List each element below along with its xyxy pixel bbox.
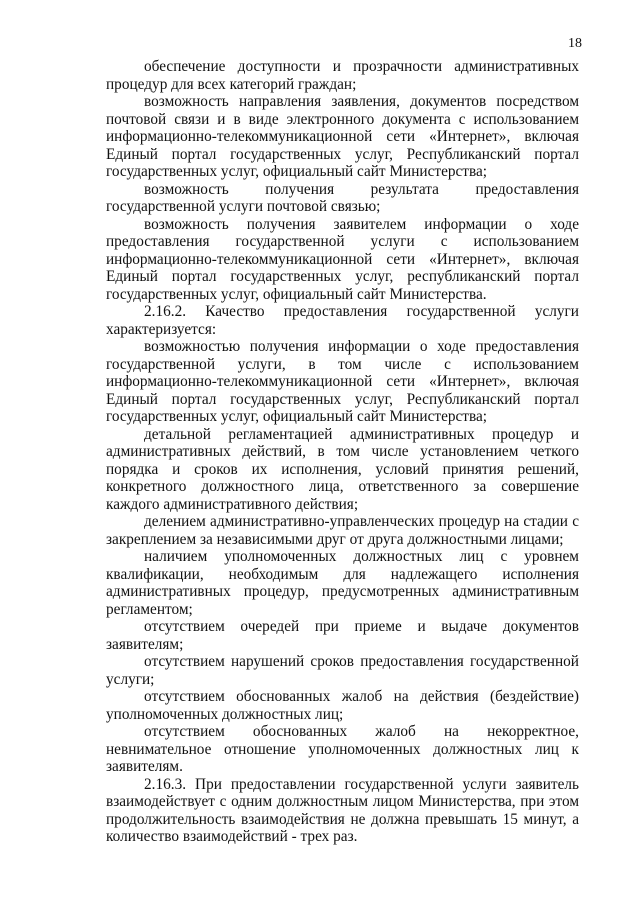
paragraph-no-deadline-violations: отсутствием нарушений сроков предоставления государственной услуги; <box>106 653 579 688</box>
paragraph-section-2-16-2: 2.16.2. Качество предоставления государственной услуги характеризуется: <box>106 303 579 338</box>
page-number: 18 <box>568 36 582 51</box>
paragraph-accessibility: обеспечение доступности и прозрачности административных процедур для всех категорий граждан; <box>106 58 579 93</box>
document-body <box>106 58 579 846</box>
paragraph-no-queues: отсутствием очередей при приеме и выдаче документов заявителям; <box>106 618 579 653</box>
paragraph-result-by-mail: возможность получения результата предоставления государственной услуги почтовой связью; <box>106 180 579 215</box>
paragraph-information-availability: возможностью получения информации о ходе предоставления государственной услуги, в том числе с использованием информационно-телекоммуникационной сети «Интернет», включая Единый портал государственных услуг, Республиканский портал государственных услуг, официальный сайт Министерства; <box>106 338 579 425</box>
paragraph-section-2-16-3: 2.16.3. При предоставлении государственной услуги заявитель взаимодействует с одним должностным лицом Министерства, при этом продолжительность взаимодействия не должна превышать 15 минут, а количество взаимодействий - трех раз. <box>106 775 579 845</box>
paragraph-no-complaints-actions: отсутствием обоснованных жалоб на действия (бездействие) уполномоченных должностных лиц; <box>106 688 579 723</box>
paragraph-application-submission: возможность направления заявления, документов посредством почтовой связи и в виде электронного документа с использованием информационно-телекоммуникационной сети «Интернет», включая Единый портал государственных услуг, Республиканский портал государственных услуг, официальный сайт Министерства; <box>106 93 579 180</box>
paragraph-detailed-regulation: детальной регламентацией административных процедур и административных действий, в том числе установлением четкого порядка и сроков их исполнения, условий принятия решений, конкретного должностного лица, ответственного за совершение каждого административного действия; <box>106 425 579 513</box>
paragraph-division-of-procedures: делением административно-управленческих процедур на стадии с закреплением за независимыми друг от друга должностными лицами; <box>106 513 579 548</box>
paragraph-qualified-officials: наличием уполномоченных должностных лиц с уровнем квалификации, необходимым для надлежащего исполнения административных процедур, предусмотренных административным регламентом; <box>106 548 579 618</box>
paragraph-progress-information: возможность получения заявителем информации о ходе предоставления государственной услуги с использованием информационно-телекоммуникационной сети «Интернет», включая Единый портал государственных услуг, республиканский портал государственных услуг, официальный сайт Министерства. <box>106 215 579 303</box>
paragraph-no-complaints-attitude: отсутствием обоснованных жалоб на некорректное, невнимательное отношение уполномоченных должностных лиц к заявителям. <box>106 723 579 775</box>
